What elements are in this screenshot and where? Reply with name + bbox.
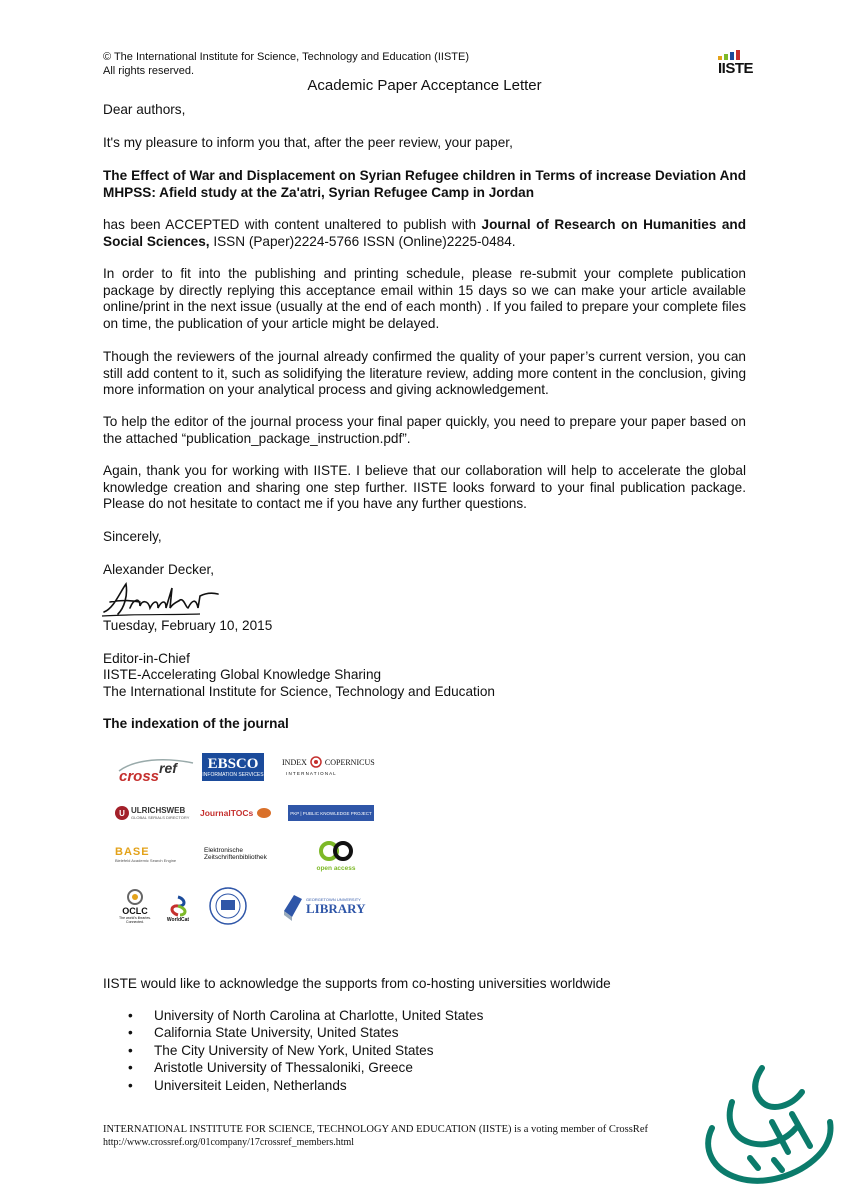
iiste-logo-text: IISTE — [718, 60, 754, 77]
signer-title: Editor-in-Chief — [103, 651, 190, 666]
list-item: • The City University of New York, United States — [128, 1042, 483, 1059]
acceptance-prefix: has been ACCEPTED with content unaltered to publish with — [103, 217, 482, 232]
journal-name: Journal of Research on Humanities and Social Sciences, — [103, 217, 746, 249]
indexation-heading: The indexation of the journal — [103, 716, 289, 731]
ebsco-text: EBSCO — [207, 755, 259, 772]
index-copernicus-text-1: INDEX — [282, 757, 307, 767]
universities-list — [128, 1007, 483, 1094]
thanks-paragraph: Again, thank you for working with IISTE. I believe that our collaboration will help to accelerate the global knowledge creation and sharing one step further. IISTE looks forward to your final publication package. Please do not hesitate to contact me if you have any further questions. — [103, 463, 746, 512]
ulrichsweb-text: ULRICHSWEB — [131, 806, 186, 815]
ebsco-subtext: INFORMATION SERVICES — [202, 771, 264, 778]
index-copernicus-text-2: COPERNICUS — [324, 757, 375, 767]
acceptance-paragraph — [103, 217, 746, 250]
signer-org-2: The International Institute for Science, Technology and Education — [103, 684, 495, 699]
library-seal-icon — [208, 886, 248, 926]
footer-line: INTERNATIONAL INSTITUTE FOR SCIENCE, TECHNOLOGY AND EDUCATION (IISTE) is a voting member of CrossRef — [103, 1124, 648, 1135]
teal-watermark-stamp — [692, 1062, 840, 1190]
journaltocs-icon — [256, 807, 272, 819]
schedule-paragraph: In order to fit into the publishing and printing schedule, please re-submit your complete publication package by directly replying this acceptance email within 15 days so we can make your article available online/print in the next issue (usually at the end of each month) . If you failed to prepare your complete files on time, the publication of your article might be delayed. — [103, 266, 746, 331]
base-text: BASE — [115, 845, 150, 858]
letter-title: Academic Paper Acceptance Letter — [307, 77, 542, 94]
iiste-logo-bars-icon — [718, 50, 748, 60]
svg-text:ref: ref — [159, 760, 177, 776]
svg-text:cross: cross — [119, 768, 160, 783]
open-access-text: open access — [316, 864, 356, 872]
copyright-line-2: All rights reserved. — [103, 64, 195, 77]
ulrichsweb-subtext: GLOBAL SERIALS DIRECTORY — [131, 815, 190, 820]
list-item: • California State University, United States — [128, 1024, 483, 1041]
acknowledge-text: IISTE would like to acknowledge the supports from co-hosting universities worldwide — [103, 976, 611, 991]
journaltocs-text: JournalTOCs — [200, 808, 254, 818]
list-item: • Aristotle University of Thessaloniki, Greece — [128, 1059, 483, 1076]
oclc-icon — [123, 888, 147, 906]
ezb-text-2: Zeitschriftenbibliothek — [204, 854, 267, 861]
letter-date: Tuesday, February 10, 2015 — [103, 618, 273, 633]
closing: Sincerely, — [103, 529, 162, 544]
oclc-subtext: The world's libraries. Connected. — [119, 916, 151, 924]
intro-paragraph: It's my pleasure to inform you that, after the peer review, your paper, — [103, 135, 513, 150]
base-subtext: Bielefeld Academic Search Engine — [115, 857, 177, 863]
paper-title: The Effect of War and Displacement on Syrian Refugee children in Terms of increase Deviation And MHPSS: Afield study at the Za'atri, Syrian Refugee Camp in Jordan — [103, 168, 746, 200]
copyright-line-1: © The International Institute for Science, Technology and Education (IISTE) — [103, 51, 470, 63]
list-item: • University of North Carolina at Charlotte, United States — [128, 1007, 483, 1024]
reviewers-paragraph: Though the reviewers of the journal already confirmed the quality of your paper’s current version, you can still add content to it, such as solidifying the literature review, adding more content in the conclusion, giving more information on your analytical process and giving acknowledgement. — [103, 349, 746, 398]
georgetown-library-logo — [282, 888, 374, 924]
worldcat-icon — [166, 895, 190, 917]
salutation: Dear authors, — [103, 102, 186, 117]
library-seal-logo — [207, 885, 249, 927]
ulrichsweb-logo — [115, 803, 197, 823]
handwritten-signature — [100, 578, 230, 620]
indexation-logos — [110, 745, 385, 935]
signer-name: Alexander Decker, — [103, 562, 215, 577]
ebsco-logo — [202, 753, 264, 781]
pkp-logo — [288, 805, 374, 821]
crossref-logo — [115, 753, 197, 783]
ezb-text-1: Elektronische — [204, 846, 244, 854]
worldcat-text: WorldCat — [166, 917, 190, 923]
copernicus-swirl-icon — [310, 756, 322, 768]
index-copernicus-logo — [282, 751, 382, 781]
page-footer — [103, 1123, 723, 1149]
worldcat-logo — [160, 891, 196, 927]
journaltocs-logo — [200, 803, 278, 823]
georgetown-subtext: GEORGETOWN UNIVERSITY — [306, 896, 361, 902]
index-copernicus-text-3: I N T E R N A T I O N A L — [286, 771, 336, 776]
acceptance-suffix: ISSN (Paper)2224-5766 ISSN (Online)2225-0484. — [209, 233, 516, 249]
georgetown-text: LIBRARY — [306, 900, 366, 916]
georgetown-book-icon — [282, 891, 304, 921]
ulrichs-circle-icon — [115, 806, 129, 820]
footer-url: http://www.crossref.org/01company/17crossref_members.html — [103, 1137, 355, 1148]
signer-org-1: IISTE-Accelerating Global Knowledge Sharing — [103, 667, 382, 682]
editor-paragraph: To help the editor of the journal process your final paper quickly, you need to prepare your paper based on the attached “publication_package_instruction.pdf”. — [103, 414, 746, 446]
oclc-text: OCLC — [122, 906, 148, 916]
copyright-notice — [103, 51, 469, 78]
open-access-icon — [319, 839, 353, 865]
svg-text:U: U — [119, 809, 125, 818]
base-logo — [115, 843, 197, 865]
ezb-logo — [204, 843, 294, 865]
oclc-logo — [115, 885, 155, 927]
crossref-icon — [115, 753, 197, 783]
open-access-logo — [310, 835, 362, 875]
list-item: • Universiteit Leiden, Netherlands — [128, 1077, 483, 1094]
pkp-text: PKP | PUBLIC KNOWLEDGE PROJECT — [290, 810, 372, 816]
